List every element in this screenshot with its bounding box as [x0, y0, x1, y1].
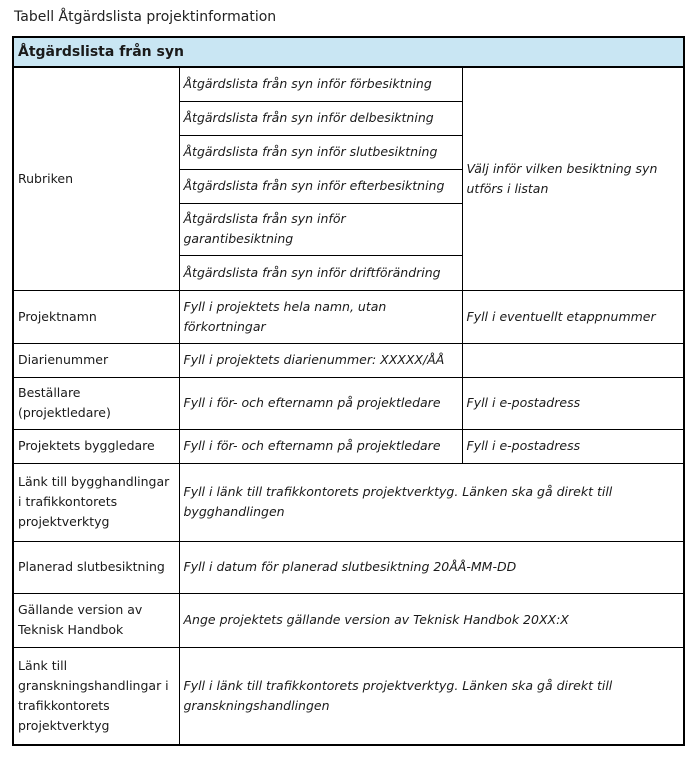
rubriken-option: Åtgärdslista från syn inför slutbesiktning [179, 135, 462, 169]
row-label-rubriken: Rubriken [13, 67, 179, 290]
rubriken-option: Åtgärdslista från syn inför garantibesiktning [179, 203, 462, 255]
rubriken-option: Åtgärdslista från syn inför delbesiktning [179, 101, 462, 135]
row-value: Fyll i länk till trafikkontorets projektverktyg. Länken ska gå direkt till bygghandlingen [179, 463, 684, 541]
row-label: Planerad slutbesiktning [13, 541, 179, 593]
rubriken-option: Åtgärdslista från syn inför driftförändring [179, 255, 462, 290]
row-value: Fyll i datum för planerad slutbesiktning 20ÅÅ-MM-DD [179, 541, 684, 593]
table-header-row [13, 37, 684, 67]
row-extra [462, 343, 684, 377]
row-label: Projektnamn [13, 290, 179, 343]
row-extra: Fyll i e-postadress [462, 377, 684, 429]
row-value: Fyll i för- och efternamn på projektledare [179, 429, 462, 463]
table-row [13, 343, 684, 377]
table-row [13, 463, 684, 541]
row-label: Gällande version av Teknisk Handbok [13, 593, 179, 647]
row-extra: Fyll i eventuellt etappnummer [462, 290, 684, 343]
row-value: Fyll i projektets diarienummer: XXXXX/ÅÅ [179, 343, 462, 377]
table-row [13, 647, 684, 745]
row-label: Länk till bygghandlingar i trafikkontorets projektverktyg [13, 463, 179, 541]
row-extra: Fyll i e-postadress [462, 429, 684, 463]
table-row [13, 290, 684, 343]
project-info-table [12, 36, 685, 746]
rubriken-option: Åtgärdslista från syn inför förbesiktning [179, 67, 462, 101]
table-row [13, 67, 684, 101]
table-header: Åtgärdslista från syn [13, 37, 684, 67]
table-row [13, 593, 684, 647]
row-value: Fyll i för- och efternamn på projektledare [179, 377, 462, 429]
rubriken-note: Välj inför vilken besiktning syn utförs i listan [462, 67, 684, 290]
row-label: Diarienummer [13, 343, 179, 377]
row-label: Beställare (projektledare) [13, 377, 179, 429]
rubriken-option: Åtgärdslista från syn inför efterbesiktning [179, 169, 462, 203]
row-label: Länk till granskningshandlingar i trafikkontorets projektverktyg [13, 647, 179, 745]
table-row [13, 541, 684, 593]
table-caption: Tabell Åtgärdslista projektinformation [14, 9, 277, 25]
table-row [13, 429, 684, 463]
table-row [13, 377, 684, 429]
row-label: Projektets byggledare [13, 429, 179, 463]
row-value: Fyll i projektets hela namn, utan förkortningar [179, 290, 462, 343]
row-value: Fyll i länk till trafikkontorets projektverktyg. Länken ska gå direkt till granskningshandlingen [179, 647, 684, 745]
row-value: Ange projektets gällande version av Teknisk Handbok 20XX:X [179, 593, 684, 647]
